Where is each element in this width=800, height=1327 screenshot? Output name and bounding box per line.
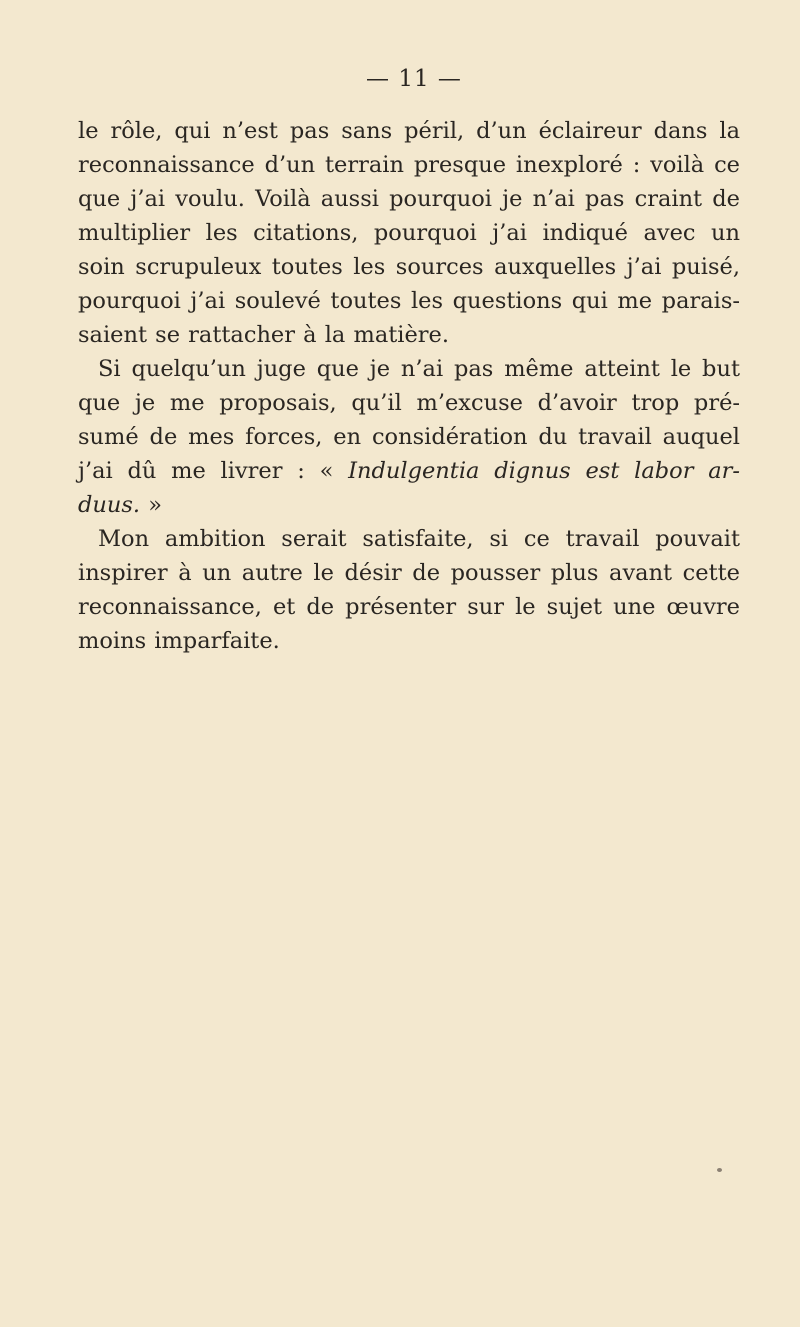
text-line: que j’ai voulu. Voilà aussi pourquoi je n’ai pas craint de (78, 186, 740, 212)
text-segment: » (140, 492, 163, 518)
text-line: le rôle, qui n’est pas sans péril, d’un éclaireur dans la (78, 118, 740, 144)
latin-quotation: Indulgentia dignus est labor ar- (348, 458, 740, 484)
latin-quotation-end: duus. (78, 492, 141, 518)
text-line: reconnaissance, et de présenter sur le sujet une œuvre (78, 594, 740, 620)
text-segment: j’ai dû me livrer : « (78, 458, 349, 484)
text-line: multiplier les citations, pourquoi j’ai indiqué avec un (78, 220, 740, 246)
paper-spot (717, 1168, 722, 1172)
paragraph-2 (78, 352, 740, 522)
paragraph-3 (78, 522, 740, 658)
text-line: inspirer à un autre le désir de pousser plus avant cette (78, 560, 740, 586)
text-line: reconnaissance d’un terrain presque inexploré : voilà ce (78, 152, 740, 178)
text-line: que je me proposais, qu’il m’excuse d’avoir trop pré- (78, 390, 740, 416)
text-line: Si quelqu’un juge que je n’ai pas même atteint le but (98, 356, 740, 382)
text-line: saient se rattacher à la matière. (78, 322, 450, 348)
text-line: sumé de mes forces, en considération du travail auquel (78, 424, 740, 450)
paragraph-1 (78, 114, 740, 352)
text-line: pourquoi j’ai soulevé toutes les questions qui me parais- (78, 288, 740, 314)
text-line: soin scrupuleux toutes les sources auxquelles j’ai puisé, (78, 254, 740, 280)
text-line: moins imparfaite. (78, 628, 280, 654)
page-number: — 11 — (366, 66, 462, 92)
text-line (78, 454, 740, 488)
text-line (78, 488, 740, 522)
text-line: Mon ambition serait satisfaite, si ce travail pouvait (98, 526, 740, 552)
